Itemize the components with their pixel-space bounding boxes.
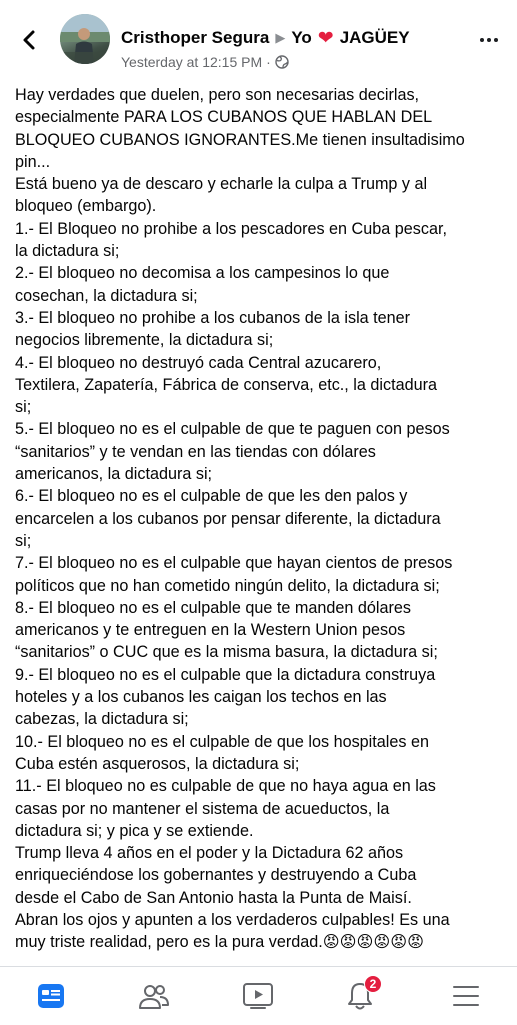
post-text-line: desde el Cabo de San Antonio hasta la Punta de Maisí. (15, 888, 412, 907)
post-text-line: cosechan, la dictadura si; (15, 286, 198, 305)
bottom-tab-bar (0, 966, 517, 1025)
arrow-right-icon: ▶ (275, 30, 286, 45)
post-text-line: casas por no mantener el sistema de acueductos, la (15, 799, 390, 818)
post-text-line: 2.- El bloqueo no decomisa a los campesinos lo que (15, 264, 390, 283)
post-text-line: 9.- El bloqueo no es el culpable que la dictadura construya (15, 665, 436, 684)
post-text-line: americanos, la dictadura si; (15, 465, 213, 484)
post-text-line: cabezas, la dictadura si; (15, 710, 189, 729)
post-timestamp[interactable]: Yesterday at 12:15 PM (121, 54, 263, 70)
post-text-line: 8.- El bloqueo no es el culpable que te manden dólares (15, 598, 411, 617)
more-dot (480, 38, 484, 42)
post-text-line: enriqueciéndose los gobernantes y destruyendo a Cuba (15, 866, 417, 885)
post-text-line: especialmente PARA LOS CUBANOS QUE HABLAN DEL (15, 108, 433, 127)
post-text-line: muy triste realidad, pero es la pura verdad.😡😡😡😡😡😡 (15, 933, 424, 952)
post-header (0, 0, 517, 80)
post-text-line: bloqueo (embargo). (15, 197, 157, 216)
group-name[interactable]: Yo (291, 28, 312, 47)
post-text-line: 10.- El bloqueo no es el culpable de que los hospitales en (15, 732, 429, 751)
post-text-line: Está bueno ya de descaro y echarle la culpa a Trump y al (15, 175, 428, 194)
post-text-line: americanos y te entreguen en la Western Union pesos (15, 621, 406, 640)
post-text-line: si; (15, 398, 32, 417)
tab-friends[interactable] (124, 967, 184, 1025)
post-text-line: negocios libremente, la dictadura si; (15, 331, 274, 350)
post-meta (121, 54, 289, 70)
post-text-line: Hay verdades que duelen, pero son necesarias decirlas, (15, 86, 420, 104)
globe-icon (275, 55, 289, 69)
post-text-line: la dictadura si; (15, 242, 120, 261)
post-text-line: “sanitarios” o CUC que es la misma basura, la dictadura si; (15, 643, 438, 662)
post-body (15, 84, 507, 954)
post-text-line: 6.- El bloqueo no es el culpable de que les den palos y (15, 487, 408, 506)
heart-icon: ❤ (317, 27, 334, 49)
post-text-line: “sanitarios” y te vendan en las tiendas con dólares (15, 442, 376, 461)
post-text-line: 11.- El bloqueo no es culpable de que no haya agua en las (15, 777, 436, 796)
post-text-line: pin... (15, 152, 51, 171)
post-title-line (121, 28, 410, 48)
menu-icon (452, 984, 480, 1008)
post-text-line: políticos que no han cometido ningún delito, la dictadura si; (15, 576, 440, 595)
author-name[interactable]: Cristhoper Segura (121, 28, 270, 47)
post-text-line: 7.- El bloqueo no es el culpable que hayan cientos de presos (15, 554, 453, 573)
post-text-line: 4.- El bloqueo no destruyó cada Central azucarero, (15, 353, 382, 372)
post-text-line: hoteles y a los cubanos les caigan los techos en las (15, 688, 387, 707)
post-text-line: dictadura si; y pica y se extiende. (15, 821, 254, 840)
chevron-left-icon (19, 29, 41, 51)
post-text-line: BLOQUEO CUBANOS IGNORANTES.Me tienen insultadisimo (15, 130, 465, 149)
news-feed-icon (37, 983, 65, 1009)
more-options-button[interactable] (475, 28, 503, 52)
avatar-photo (60, 14, 110, 64)
post-text-line: 5.- El bloqueo no es el culpable de que te paguen con pesos (15, 420, 450, 439)
tab-news-feed[interactable] (21, 967, 81, 1025)
post-text-line: Abran los ojos y apunten a los verdaderos culpables! Es una (15, 910, 450, 929)
notification-badge: 2 (364, 975, 382, 993)
back-button[interactable] (14, 24, 46, 56)
tab-notifications[interactable] (330, 967, 390, 1025)
post-text-line: Textilera, Zapatería, Fábrica de conserva, etc., la dictadura (15, 375, 437, 394)
tab-menu[interactable] (436, 967, 496, 1025)
post-text-line: 3.- El bloqueo no prohibe a los cubanos de la isla tener (15, 308, 411, 327)
avatar[interactable] (60, 14, 110, 64)
post-text-line: Cuba estén asquerosos, la dictadura si; (15, 754, 300, 773)
tab-watch[interactable] (228, 967, 288, 1025)
more-dot (487, 38, 491, 42)
more-dot (494, 38, 498, 42)
post-text-line: 1.- El Bloqueo no prohibe a los pescadores en Cuba pescar, (15, 219, 447, 238)
separator-dot: · (266, 54, 271, 70)
friends-icon (138, 982, 170, 1010)
watch-icon (242, 982, 274, 1010)
post-text-line: encarcelen a los cubanos por pensar diferente, la dictadura (15, 509, 441, 528)
group-name-suffix[interactable]: JAGÜEY (339, 28, 410, 47)
post-text-line: si; (15, 531, 32, 550)
post-text-line: Trump lleva 4 años en el poder y la Dictadura 62 años (15, 844, 404, 863)
